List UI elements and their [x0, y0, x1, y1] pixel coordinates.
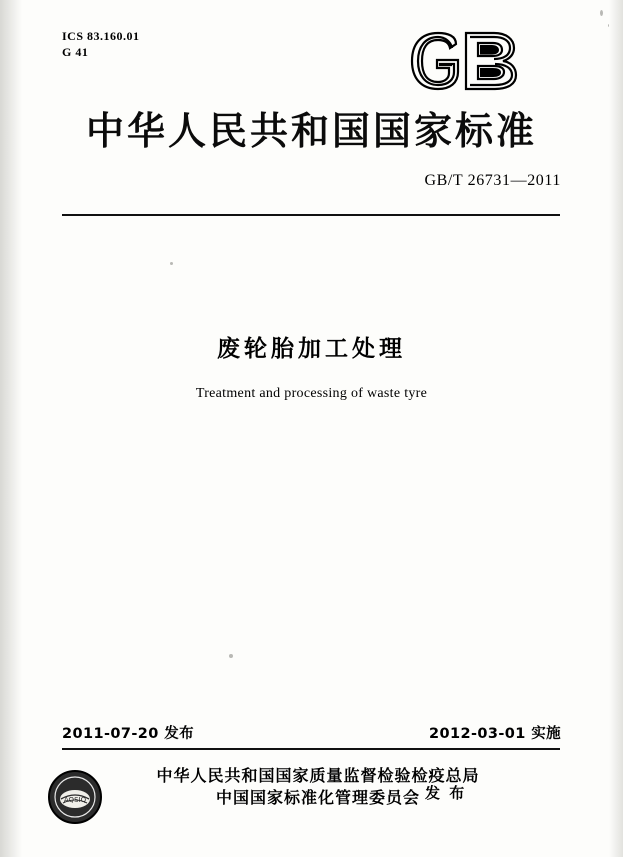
- svg-text:AQSIQ: AQSIQ: [63, 796, 87, 804]
- issue-date: 2011-07-20 发布: [62, 726, 194, 742]
- scan-speck: [170, 262, 173, 265]
- issue-verb: 发 布: [425, 784, 467, 802]
- document-title-cn: 废轮胎加工处理: [217, 336, 406, 362]
- classification-code: G 41: [62, 45, 89, 59]
- document-title-en: Treatment and processing of waste tyre: [195, 386, 428, 401]
- page-title: 中华人民共和国国家标准: [85, 109, 537, 153]
- national-emblem-icon: [47, 769, 103, 825]
- scan-speck: [600, 10, 603, 16]
- footer-divider: [62, 748, 560, 750]
- gb-logo: [404, 30, 524, 92]
- implementation-date: 2012-03-01 实施: [429, 726, 561, 742]
- scan-speck: [229, 654, 233, 658]
- ics-code: ICS 83.160.01: [62, 29, 140, 43]
- ics-code-block: [62, 28, 140, 60]
- standard-number: GB/T 26731—2011: [424, 172, 561, 189]
- issuer-line: 中国国家标准化管理委员会: [215, 788, 420, 807]
- scan-speck: [608, 24, 611, 27]
- header-divider: [62, 214, 560, 216]
- issuer-line: 中华人民共和国国家质量监督检验检疫总局: [156, 766, 480, 785]
